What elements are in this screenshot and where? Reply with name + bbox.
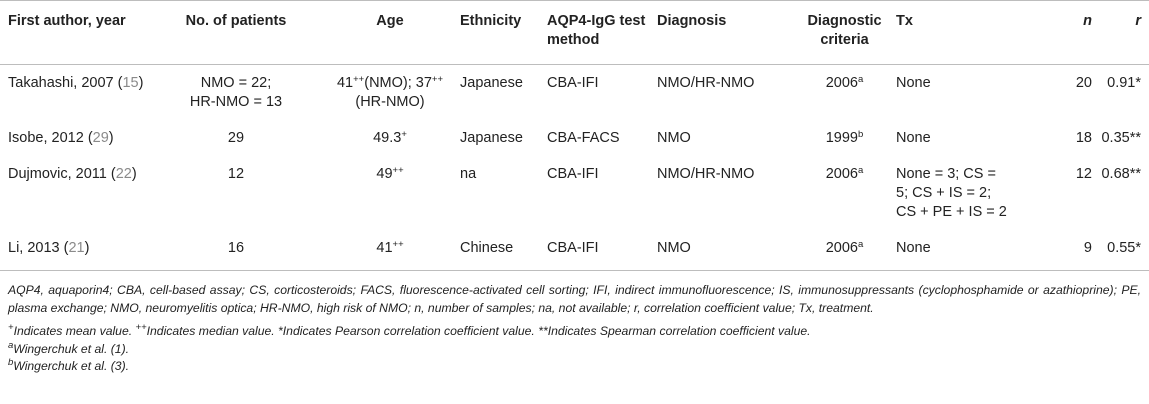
col-header-r: r	[1135, 13, 1141, 29]
cell-test: CBA-FACS	[547, 130, 620, 146]
col-header-age: Age	[376, 13, 404, 29]
table-row	[0, 230, 1149, 271]
cell-test: CBA-IFI	[547, 240, 599, 256]
cell-n: 12	[1075, 166, 1092, 182]
col-header-diagnosis: Diagnosis	[657, 13, 727, 29]
cell-criteria: 2006$^a$	[825, 165, 864, 182]
cell-author: Takahashi, 2007 (15)	[8, 75, 144, 91]
cell-r: 0.35**	[1101, 130, 1141, 146]
header-row	[0, 1, 1149, 65]
cell-criteria: 1999$^b$	[825, 129, 864, 146]
cell-patients: 16	[227, 240, 245, 256]
cell-test: CBA-IFI	[547, 166, 599, 182]
footnote-a: $^a$Wingerchuk et al. (1).	[8, 339, 130, 356]
symbols-note: +Indicates mean value. ++Indicates median value. *Indicates Pearson correlation coefficient value. **Indicates Spearman correlation coefficient value.	[8, 322, 811, 338]
cell-age: 41++(NMO); 37++ (HR-NMO)	[336, 74, 444, 110]
cell-ethnicity: Japanese	[460, 75, 523, 91]
reference-link[interactable]: 22	[115, 166, 132, 182]
col-header-n: n	[1083, 13, 1092, 29]
col-header-test: AQP4-IgG test method	[547, 13, 646, 48]
cell-age: 49++	[376, 165, 404, 182]
cell-criteria: 2006$^a$	[825, 74, 864, 91]
col-header-ethnicity: Ethnicity	[460, 13, 522, 29]
cell-n: 9	[1083, 240, 1092, 256]
cell-diagnosis: NMO/HR-NMO	[657, 166, 755, 182]
cell-criteria: 2006$^a$	[825, 239, 864, 256]
table-row	[0, 120, 1149, 156]
table-row	[0, 156, 1149, 230]
cell-r: 0.68**	[1101, 166, 1141, 182]
col-header-criteria: Diagnostic criteria	[807, 13, 882, 48]
cell-n: 18	[1075, 130, 1092, 146]
cell-tx: None	[896, 130, 931, 146]
cell-ethnicity: na	[460, 166, 477, 182]
cell-diagnosis: NMO	[657, 130, 691, 146]
cell-diagnosis: NMO/HR-NMO	[657, 75, 755, 91]
cell-patients: NMO = 22; HR-NMO = 13	[189, 75, 283, 110]
table-footnotes	[0, 271, 1149, 376]
table-row	[0, 65, 1149, 121]
cell-age: 49.3+	[373, 129, 407, 146]
col-header-tx: Tx	[896, 13, 913, 29]
cell-tx: None	[896, 240, 931, 256]
cell-patients: 12	[227, 166, 245, 182]
reference-link[interactable]: 29	[92, 130, 109, 146]
cell-test: CBA-IFI	[547, 75, 599, 91]
col-header-author: First author, year	[8, 13, 126, 29]
cell-author: Isobe, 2012 (29)	[8, 130, 114, 146]
cell-tx: None = 3; CS = 5; CS + IS = 2; CS + PE + IS = 2	[896, 166, 1007, 220]
abbreviations-note: AQP4, aquaporin4; CBA, cell-based assay; CS, corticosteroids; FACS, fluorescence-activated cell sorting; IFI, indirect immunofluorescence; IS, immunosuppressants (cyclophosphamide or azathioprine); PE, plasma exchange; NMO, neuromyelitis optica; HR-NMO, high risk of NMO; n, number of samples; na, not available; r, correlation coefficient value; Tx, treatment.	[8, 283, 1141, 315]
reference-link[interactable]: 21	[68, 240, 85, 256]
cell-author: Li, 2013 (21)	[8, 240, 90, 256]
cell-ethnicity: Japanese	[460, 130, 523, 146]
cell-tx: None	[896, 75, 931, 91]
cell-author: Dujmovic, 2011 (22)	[8, 166, 137, 182]
col-header-patients: No. of patients	[185, 13, 287, 29]
cell-ethnicity: Chinese	[460, 240, 514, 256]
cell-age: 41++	[376, 239, 404, 256]
cell-diagnosis: NMO	[657, 240, 691, 256]
footnote-b: $^b$Wingerchuk et al. (3).	[8, 357, 130, 373]
cell-n: 20	[1075, 75, 1092, 91]
cell-r: 0.91*	[1107, 75, 1141, 91]
reference-link[interactable]: 15	[122, 75, 139, 91]
cell-r: 0.55*	[1107, 240, 1141, 256]
cell-patients: 29	[227, 130, 245, 146]
